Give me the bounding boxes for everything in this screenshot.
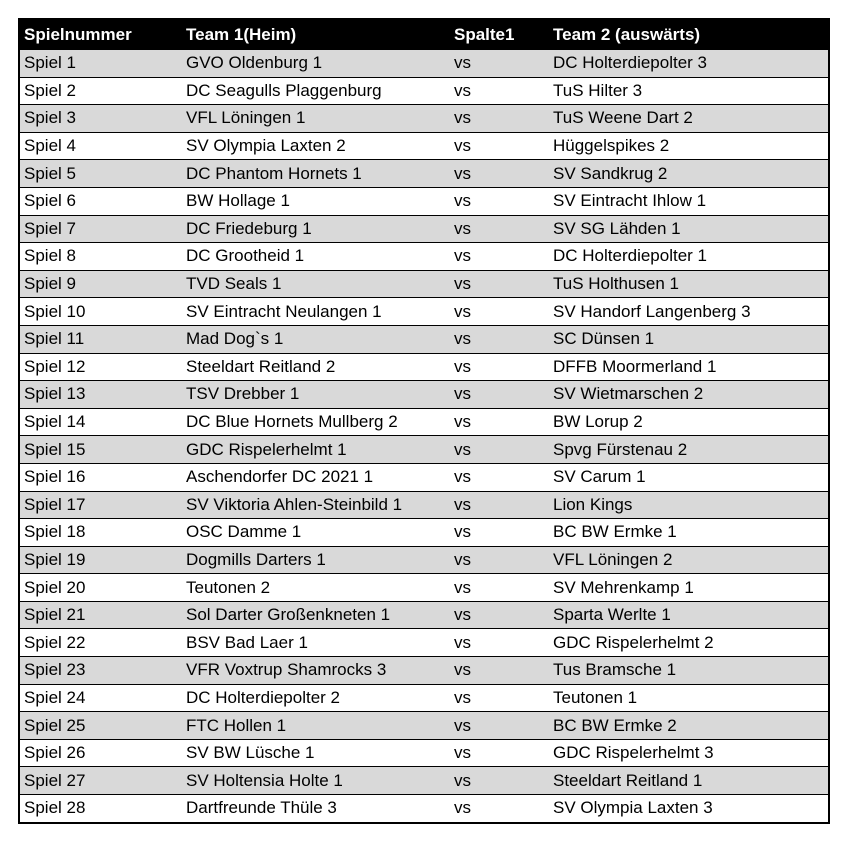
cell-home-team[interactable]: SV BW Lüsche 1: [182, 739, 450, 767]
table-row: [20, 767, 828, 795]
cell-home-team[interactable]: BW Hollage 1: [182, 187, 450, 215]
table-row: [20, 298, 828, 326]
cell-home-team[interactable]: TSV Drebber 1: [182, 381, 450, 409]
cell-match-number[interactable]: Spiel 3: [20, 105, 182, 133]
cell-away-team[interactable]: SV Olympia Laxten 3: [549, 795, 828, 822]
table-row: [20, 132, 828, 160]
header-team-1[interactable]: Team 1(Heim): [182, 20, 450, 50]
cell-away-team[interactable]: Teutonen 1: [549, 684, 828, 712]
cell-home-team[interactable]: SV Eintracht Neulangen 1: [182, 298, 450, 326]
cell-home-team[interactable]: GVO Oldenburg 1: [182, 50, 450, 78]
table-row: [20, 684, 828, 712]
match-table: [20, 20, 828, 822]
cell-away-team[interactable]: Spvg Fürstenau 2: [549, 436, 828, 464]
cell-away-team[interactable]: BC BW Ermke 1: [549, 519, 828, 547]
cell-away-team[interactable]: Steeldart Reitland 1: [549, 767, 828, 795]
cell-away-team[interactable]: SV Eintracht Ihlow 1: [549, 187, 828, 215]
cell-match-number[interactable]: Spiel 4: [20, 132, 182, 160]
cell-match-number[interactable]: Spiel 18: [20, 519, 182, 547]
cell-versus[interactable]: vs: [450, 657, 549, 685]
table-row: [20, 77, 828, 105]
header-team-2[interactable]: Team 2 (auswärts): [549, 20, 828, 50]
cell-away-team[interactable]: DFFB Moormerland 1: [549, 353, 828, 381]
cell-versus[interactable]: vs: [450, 629, 549, 657]
cell-home-team[interactable]: SV Olympia Laxten 2: [182, 132, 450, 160]
cell-home-team[interactable]: Teutonen 2: [182, 574, 450, 602]
cell-match-number[interactable]: Spiel 19: [20, 546, 182, 574]
cell-match-number[interactable]: Spiel 6: [20, 187, 182, 215]
cell-away-team[interactable]: DC Holterdiepolter 1: [549, 243, 828, 271]
cell-match-number[interactable]: Spiel 15: [20, 436, 182, 464]
cell-away-team[interactable]: BC BW Ermke 2: [549, 712, 828, 740]
header-row: [20, 20, 828, 50]
cell-away-team[interactable]: GDC Rispelerhelmt 2: [549, 629, 828, 657]
table-row: [20, 270, 828, 298]
cell-away-team[interactable]: VFL Löningen 2: [549, 546, 828, 574]
cell-away-team[interactable]: TuS Holthusen 1: [549, 270, 828, 298]
cell-versus[interactable]: vs: [450, 767, 549, 795]
cell-versus[interactable]: vs: [450, 187, 549, 215]
header-spalte1[interactable]: Spalte1: [450, 20, 549, 50]
cell-versus[interactable]: vs: [450, 491, 549, 519]
cell-match-number[interactable]: Spiel 28: [20, 795, 182, 822]
table-row: [20, 463, 828, 491]
cell-match-number[interactable]: Spiel 11: [20, 325, 182, 353]
cell-home-team[interactable]: DC Seagulls Plaggenburg: [182, 77, 450, 105]
table-row: [20, 243, 828, 271]
table-row: [20, 546, 828, 574]
cell-match-number[interactable]: Spiel 23: [20, 657, 182, 685]
cell-home-team[interactable]: BSV Bad Laer 1: [182, 629, 450, 657]
table-row: [20, 519, 828, 547]
cell-match-number[interactable]: Spiel 14: [20, 408, 182, 436]
cell-versus[interactable]: vs: [450, 215, 549, 243]
cell-away-team[interactable]: Lion Kings: [549, 491, 828, 519]
cell-home-team[interactable]: SV Viktoria Ahlen-Steinbild 1: [182, 491, 450, 519]
cell-versus[interactable]: vs: [450, 105, 549, 133]
table-row: [20, 50, 828, 78]
cell-match-number[interactable]: Spiel 20: [20, 574, 182, 602]
table-row: [20, 160, 828, 188]
cell-versus[interactable]: vs: [450, 50, 549, 78]
table-row: [20, 795, 828, 822]
cell-versus[interactable]: vs: [450, 436, 549, 464]
table-row: [20, 381, 828, 409]
cell-versus[interactable]: vs: [450, 712, 549, 740]
spreadsheet-table-frame: [18, 18, 830, 824]
cell-away-team[interactable]: Sparta Werlte 1: [549, 601, 828, 629]
header-spielnummer[interactable]: Spielnummer: [20, 20, 182, 50]
table-row: [20, 712, 828, 740]
cell-match-number[interactable]: Spiel 25: [20, 712, 182, 740]
cell-match-number[interactable]: Spiel 9: [20, 270, 182, 298]
cell-match-number[interactable]: Spiel 7: [20, 215, 182, 243]
cell-match-number[interactable]: Spiel 16: [20, 463, 182, 491]
cell-match-number[interactable]: Spiel 10: [20, 298, 182, 326]
cell-versus[interactable]: vs: [450, 463, 549, 491]
cell-home-team[interactable]: FTC Hollen 1: [182, 712, 450, 740]
cell-versus[interactable]: vs: [450, 243, 549, 271]
cell-versus[interactable]: vs: [450, 325, 549, 353]
cell-versus[interactable]: vs: [450, 408, 549, 436]
cell-versus[interactable]: vs: [450, 381, 549, 409]
table-body: [20, 50, 828, 822]
table-row: [20, 105, 828, 133]
table-row: [20, 187, 828, 215]
cell-home-team[interactable]: DC Friedeburg 1: [182, 215, 450, 243]
table-row: [20, 629, 828, 657]
cell-home-team[interactable]: Mad Dog`s 1: [182, 325, 450, 353]
cell-versus[interactable]: vs: [450, 298, 549, 326]
cell-versus[interactable]: vs: [450, 739, 549, 767]
cell-home-team[interactable]: DC Blue Hornets Mullberg 2: [182, 408, 450, 436]
table-row: [20, 408, 828, 436]
table-row: [20, 325, 828, 353]
cell-versus[interactable]: vs: [450, 132, 549, 160]
cell-home-team[interactable]: VFR Voxtrup Shamrocks 3: [182, 657, 450, 685]
cell-versus[interactable]: vs: [450, 546, 549, 574]
table-row: [20, 739, 828, 767]
cell-home-team[interactable]: GDC Rispelerhelmt 1: [182, 436, 450, 464]
cell-match-number[interactable]: Spiel 2: [20, 77, 182, 105]
cell-match-number[interactable]: Spiel 22: [20, 629, 182, 657]
cell-away-team[interactable]: DC Holterdiepolter 3: [549, 50, 828, 78]
cell-home-team[interactable]: Dartfreunde Thüle 3: [182, 795, 450, 822]
cell-versus[interactable]: vs: [450, 519, 549, 547]
cell-versus[interactable]: vs: [450, 270, 549, 298]
cell-away-team[interactable]: Hüggelspikes 2: [549, 132, 828, 160]
cell-home-team[interactable]: DC Holterdiepolter 2: [182, 684, 450, 712]
cell-away-team[interactable]: SV SG Lähden 1: [549, 215, 828, 243]
cell-match-number[interactable]: Spiel 21: [20, 601, 182, 629]
cell-home-team[interactable]: Aschendorfer DC 2021 1: [182, 463, 450, 491]
cell-match-number[interactable]: Spiel 8: [20, 243, 182, 271]
cell-match-number[interactable]: Spiel 5: [20, 160, 182, 188]
cell-match-number[interactable]: Spiel 12: [20, 353, 182, 381]
cell-match-number[interactable]: Spiel 1: [20, 50, 182, 78]
cell-away-team[interactable]: TuS Weene Dart 2: [549, 105, 828, 133]
cell-match-number[interactable]: Spiel 13: [20, 381, 182, 409]
table-row: [20, 601, 828, 629]
cell-home-team[interactable]: VFL Löningen 1: [182, 105, 450, 133]
cell-home-team[interactable]: DC Phantom Hornets 1: [182, 160, 450, 188]
cell-home-team[interactable]: OSC Damme 1: [182, 519, 450, 547]
table-row: [20, 353, 828, 381]
table-row: [20, 436, 828, 464]
cell-home-team[interactable]: Steeldart Reitland 2: [182, 353, 450, 381]
table-row: [20, 574, 828, 602]
cell-home-team[interactable]: SV Holtensia Holte 1: [182, 767, 450, 795]
cell-versus[interactable]: vs: [450, 601, 549, 629]
cell-away-team[interactable]: SV Mehrenkamp 1: [549, 574, 828, 602]
cell-versus[interactable]: vs: [450, 795, 549, 822]
cell-away-team[interactable]: SC Dünsen 1: [549, 325, 828, 353]
table-row: [20, 657, 828, 685]
table-row: [20, 215, 828, 243]
cell-versus[interactable]: vs: [450, 353, 549, 381]
cell-away-team[interactable]: SV Sandkrug 2: [549, 160, 828, 188]
cell-home-team[interactable]: Sol Darter Großenkneten 1: [182, 601, 450, 629]
cell-versus[interactable]: vs: [450, 684, 549, 712]
cell-match-number[interactable]: Spiel 26: [20, 739, 182, 767]
cell-versus[interactable]: vs: [450, 77, 549, 105]
cell-away-team[interactable]: SV Wietmarschen 2: [549, 381, 828, 409]
cell-match-number[interactable]: Spiel 27: [20, 767, 182, 795]
cell-home-team[interactable]: DC Grootheid 1: [182, 243, 450, 271]
cell-match-number[interactable]: Spiel 24: [20, 684, 182, 712]
table-row: [20, 491, 828, 519]
cell-away-team[interactable]: BW Lorup 2: [549, 408, 828, 436]
cell-away-team[interactable]: GDC Rispelerhelmt 3: [549, 739, 828, 767]
cell-home-team[interactable]: Dogmills Darters 1: [182, 546, 450, 574]
cell-match-number[interactable]: Spiel 17: [20, 491, 182, 519]
cell-versus[interactable]: vs: [450, 574, 549, 602]
cell-away-team[interactable]: TuS Hilter 3: [549, 77, 828, 105]
cell-away-team[interactable]: SV Handorf Langenberg 3: [549, 298, 828, 326]
cell-versus[interactable]: vs: [450, 160, 549, 188]
cell-home-team[interactable]: TVD Seals 1: [182, 270, 450, 298]
cell-away-team[interactable]: SV Carum 1: [549, 463, 828, 491]
cell-away-team[interactable]: Tus Bramsche 1: [549, 657, 828, 685]
